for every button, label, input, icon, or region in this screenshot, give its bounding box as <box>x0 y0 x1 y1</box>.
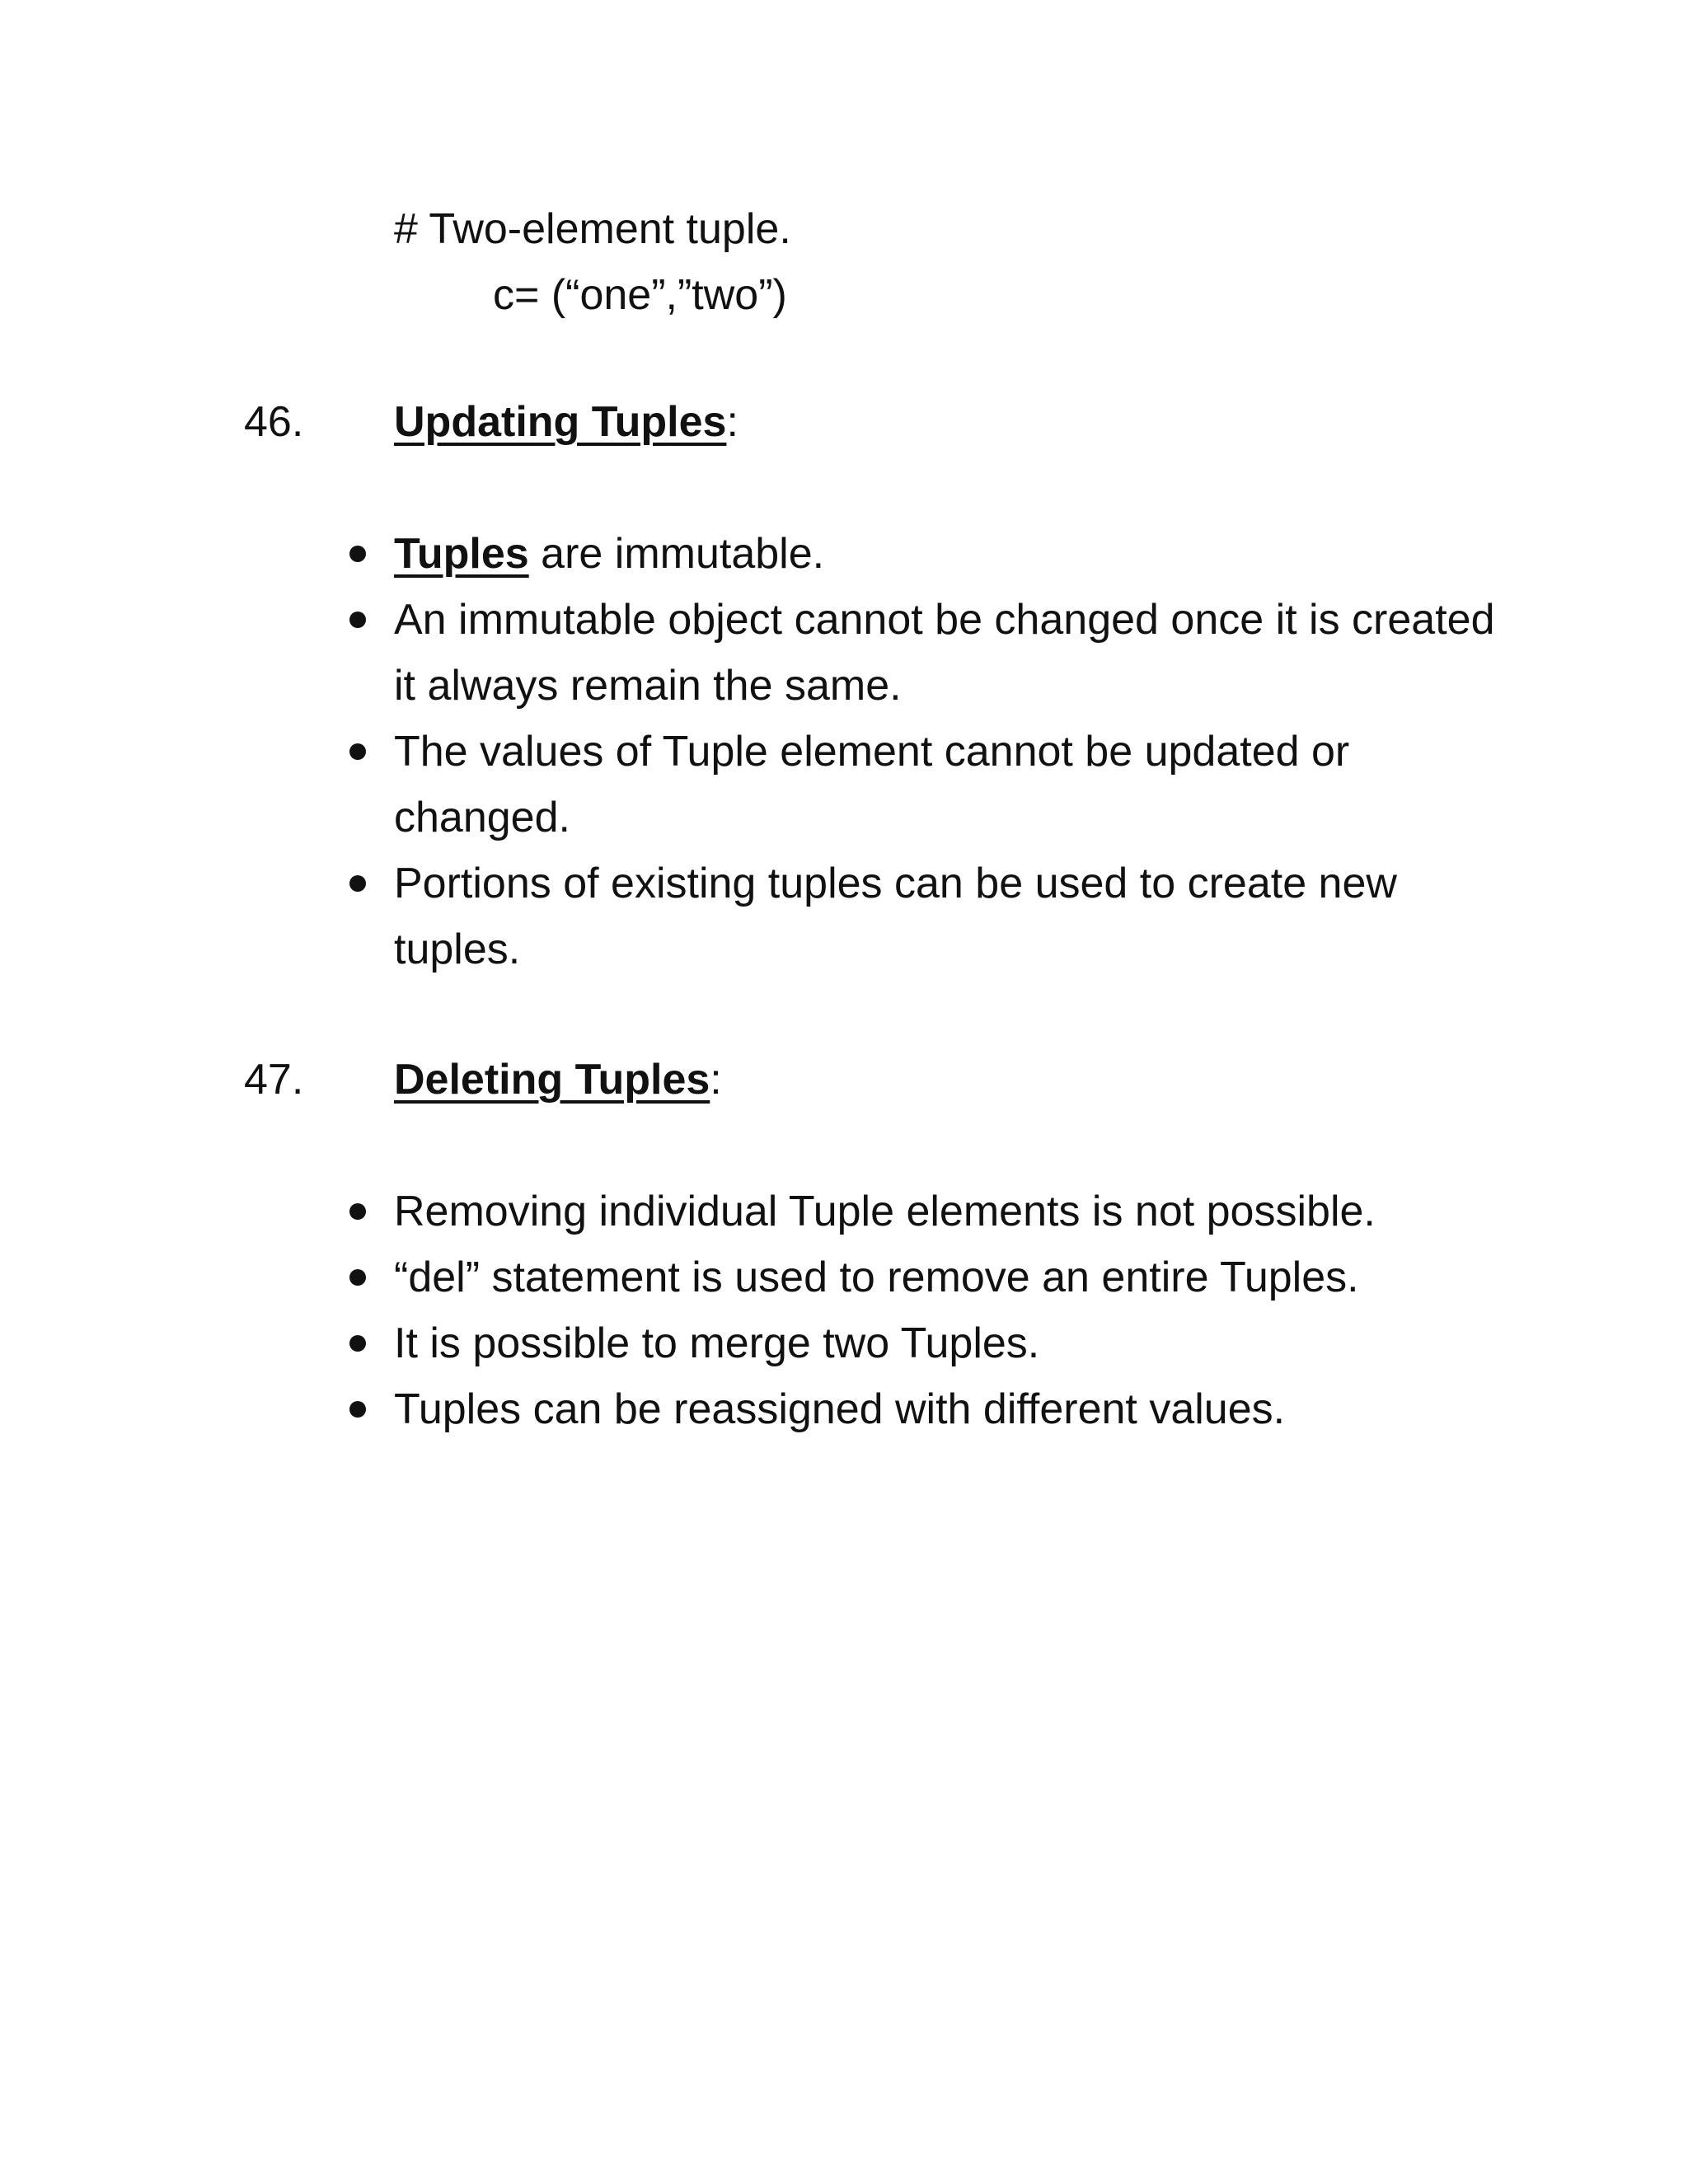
list-item-text: An immutable object cannot be changed once it is created it always remain the same. <box>394 596 1495 710</box>
list-item <box>346 1244 1500 1310</box>
code-statement: c= (“one”,”two”) <box>493 271 787 319</box>
section-number: 47. <box>244 1056 304 1104</box>
list-item <box>346 1376 1500 1442</box>
bold-term: Tuples <box>394 530 529 578</box>
list-item-text: It is possible to merge two Tuples. <box>394 1319 1040 1367</box>
list-item <box>346 521 1500 587</box>
bullet-icon <box>349 1335 366 1352</box>
bullet-list <box>346 1179 1500 1442</box>
list-item-text: Removing individual Tuple elements is not possible. <box>394 1188 1376 1235</box>
list-item-text: are immutable. <box>528 530 825 578</box>
bullet-icon <box>349 743 366 760</box>
bullet-icon <box>349 546 366 562</box>
bullet-list <box>346 521 1500 982</box>
list-item-text: “del” statement is used to remove an entire Tuples. <box>394 1254 1359 1301</box>
list-item <box>346 1310 1500 1376</box>
section-number: 46. <box>244 398 304 446</box>
code-comment: # Two-element tuple. <box>394 205 791 253</box>
list-item <box>346 851 1500 982</box>
list-item <box>346 1179 1500 1244</box>
list-item <box>346 587 1500 719</box>
section-title: Deleting Tuples <box>394 1056 710 1104</box>
bullet-icon <box>349 1203 366 1220</box>
section-heading <box>394 389 738 455</box>
list-item-text: Tuples can be reassigned with different values. <box>394 1385 1286 1433</box>
bullet-icon <box>349 1401 366 1418</box>
section-title-suffix: : <box>710 1056 722 1104</box>
bullet-icon <box>349 875 366 892</box>
list-item-text: Portions of existing tuples can be used to create new tuples. <box>394 860 1397 973</box>
section-title-suffix: : <box>726 398 738 446</box>
section-heading <box>394 1047 722 1113</box>
list-item <box>346 719 1500 851</box>
list-item-text: The values of Tuple element cannot be updated or changed. <box>394 728 1350 841</box>
bullet-icon <box>349 1269 366 1286</box>
section-title: Updating Tuples <box>394 398 727 446</box>
bullet-icon <box>349 612 366 628</box>
